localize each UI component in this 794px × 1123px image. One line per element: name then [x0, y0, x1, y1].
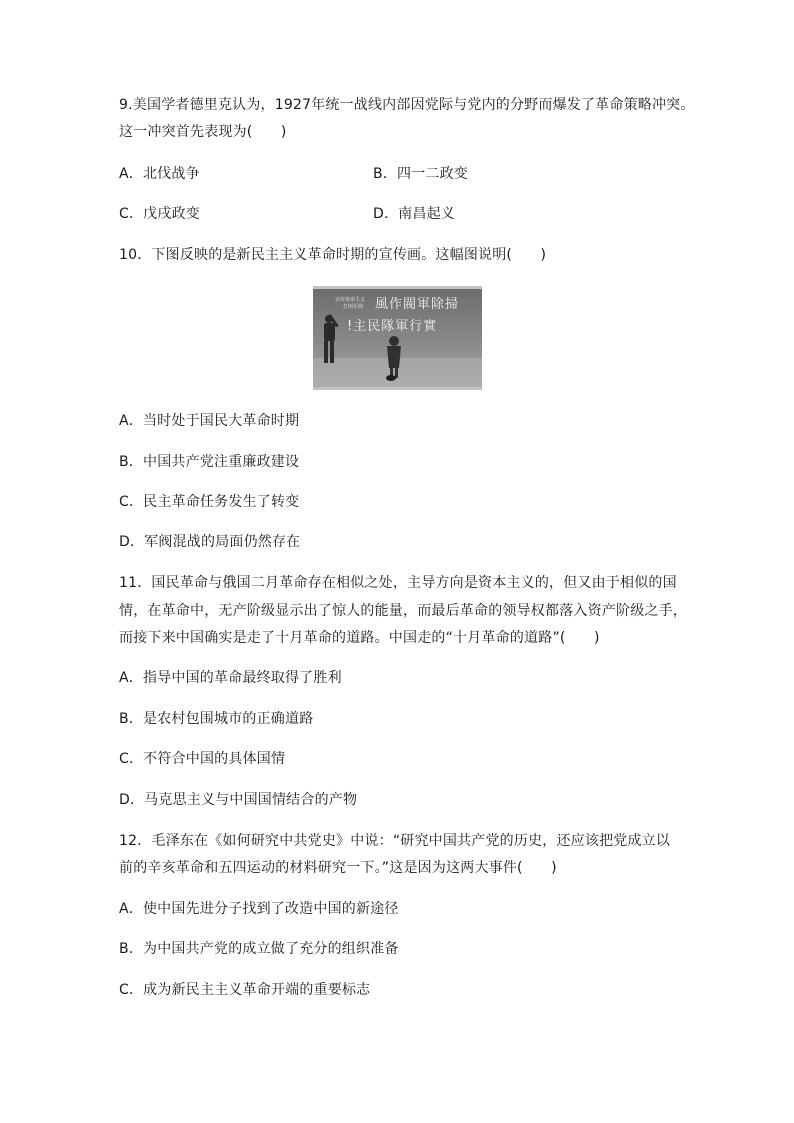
q11-stem-line-2: 情，在革命中，无产阶级显示出了惊人的能量，而最后革命的领导权都落入资产阶级之手， — [119, 603, 687, 619]
q9-stem-line-2: 这一冲突首先表现为( ) — [119, 124, 287, 140]
q9-option-c: C．戊戌政变 — [119, 206, 200, 222]
q9-option-b: B．四一二政变 — [373, 166, 469, 182]
q9-stem-line-1: 9.美国学者德里克认为，1927年统一战线内部因党际与党内的分野而爆发了革命策略冲突。 — [119, 97, 695, 113]
q11-option-a: A．指导中国的革命最终取得了胜利 — [119, 670, 342, 686]
q12-option-c: C．成为新民主主义革命开端的重要标志 — [119, 982, 371, 998]
q11-stem-line-3: 而接下来中国确实是走了十月革命的道路。中国走的“十月革命的道路”( ) — [119, 630, 600, 646]
q11-option-d: D．马克思主义与中国国情结合的产物 — [119, 792, 358, 808]
q12-option-a: A．使中国先进分子找到了改造中国的新途径 — [119, 901, 399, 917]
q10-option-c: C．民主革命任务发生了转变 — [119, 494, 300, 510]
poster-small-text-1: 宣传革命主义 — [335, 297, 366, 303]
q11-option-c: C．不符合中国的具体国情 — [119, 751, 286, 767]
q12-option-b: B．为中国共产党的成立做了充分的组织准备 — [119, 941, 399, 957]
q9-option-d: D．南昌起义 — [373, 206, 455, 222]
q11-stem-line-1: 11．国民革命与俄国二月革命存在相似之处，主导方向是资本主义的，但又由于相似的国 — [119, 575, 677, 591]
q10-stem: 10．下图反映的是新民主主义革命时期的宣传画。这幅图说明( ) — [119, 247, 547, 263]
poster-slogan-line-2: !主民隊軍行實 — [347, 319, 438, 334]
q10-option-d: D．军阀混战的局面仍然存在 — [119, 534, 301, 550]
q11-option-b: B．是农村包围城市的正确道路 — [119, 711, 314, 727]
q12-stem-line-2: 前的辛亥革命和五四运动的材料研究一下。”这是因为这两大事件( ) — [119, 860, 557, 876]
propaganda-poster-image — [313, 286, 482, 390]
q10-option-a: A．当时处于国民大革命时期 — [119, 413, 300, 429]
q9-option-a: A．北伐战争 — [119, 166, 200, 182]
q12-stem-line-1: 12．毛泽东在《如何研究中共党史》中说：“研究中国共产党的历史，还应该把党成立以 — [119, 833, 671, 849]
q10-option-b: B．中国共产党注重廉政建设 — [119, 454, 300, 470]
poster-slogan-line-1: 風作閥軍除掃 — [375, 297, 460, 312]
poster-small-text-2: 打倒军阀 — [343, 304, 364, 310]
